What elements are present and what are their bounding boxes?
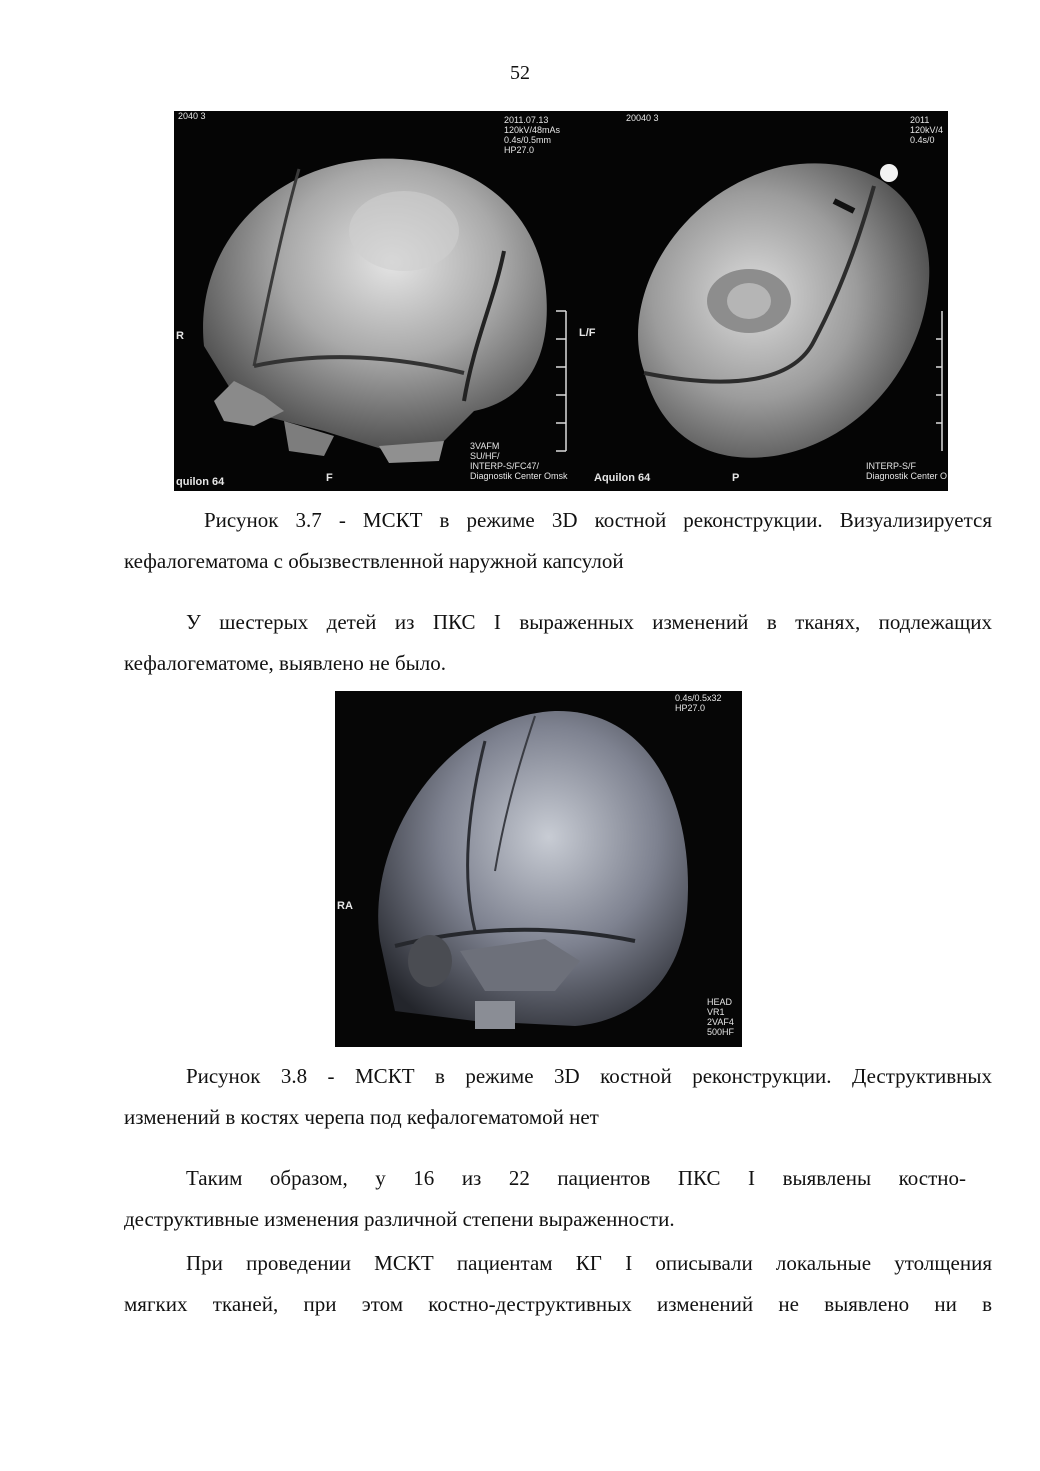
- caption2-line1: Рисунок 3.8 - МСКТ в режиме 3D костной реконструкции. Деструктивных: [186, 1064, 992, 1088]
- caption1-line1: Рисунок 3.7 - МСКТ в режиме 3D костной реконструкции. Визуализируется: [204, 508, 992, 532]
- overlay-left-marker: R: [176, 330, 184, 342]
- page-number: 52: [510, 62, 530, 84]
- caption-figure-3-8: [124, 1056, 992, 1138]
- caption2-line2: изменений в костях черепа под кефалогематомой нет: [124, 1105, 599, 1129]
- skull-ct-image: [335, 691, 742, 1047]
- caption1-line2: кефалогематома с обызвествленной наружной капсулой: [124, 549, 624, 573]
- overlay-top-right: 2011 120kV/4 0.4s/0: [910, 115, 944, 145]
- paragraph-3: [124, 1243, 992, 1325]
- paragraph2-line2: деструктивные изменения различной степени выраженности.: [124, 1207, 675, 1231]
- overlay-bottom-left: quilon 64: [176, 476, 225, 488]
- overlay-bottom-f: F: [326, 472, 333, 484]
- paragraph3-line2: мягких тканей, при этом костно-деструктивных изменений не выявлено ни в: [124, 1292, 992, 1316]
- overlay-bottom-mid: Aquilon 64: [594, 472, 651, 484]
- paragraph3-line1: При проведении МСКТ пациентам КГ I описывали локальные утолщения: [186, 1251, 992, 1275]
- overlay-bottom-p: P: [732, 472, 740, 484]
- figure-3-7-ct-scans: [174, 111, 948, 491]
- skull-ct-images: [174, 111, 948, 491]
- overlay2-top-right: 0.4s/0.5x32 HP27.0: [675, 693, 722, 713]
- overlay-bottom-right: INTERP-S/F Diagnostik Center O: [866, 461, 948, 481]
- overlay-top-mid2: 20040 3: [626, 113, 659, 123]
- overlay-scan-params: 2011.07.13 120kV/48mAs 0.4s/0.5mm HP27.0: [504, 115, 561, 155]
- overlay2-bottom-right: HEAD VR1 2VAF4 500HF: [707, 997, 735, 1037]
- paragraph-2: [124, 1158, 992, 1240]
- paragraph1-line2: кефалогематоме, выявлено не было.: [124, 651, 446, 675]
- paragraph2-line1: Таким образом, у 16 из 22 пациентов ПКС I выявлены костно-: [186, 1166, 966, 1190]
- overlay2-left-marker: RA: [337, 900, 353, 912]
- overlay-scale-info: 3VAFM SU/HF/ INTERP-S/FC47/ Diagnostik Center Omsk: [470, 441, 568, 481]
- paragraph1-line1: У шестерых детей из ПКС I выраженных изменений в тканях, подлежащих: [186, 610, 992, 634]
- overlay-top-left: 2040 3: [178, 111, 206, 121]
- figure-3-8-ct-scan: [335, 691, 742, 1047]
- paragraph-1: [124, 602, 992, 684]
- caption-figure-3-7: [124, 500, 992, 582]
- overlay-orientation: L/F: [579, 327, 596, 339]
